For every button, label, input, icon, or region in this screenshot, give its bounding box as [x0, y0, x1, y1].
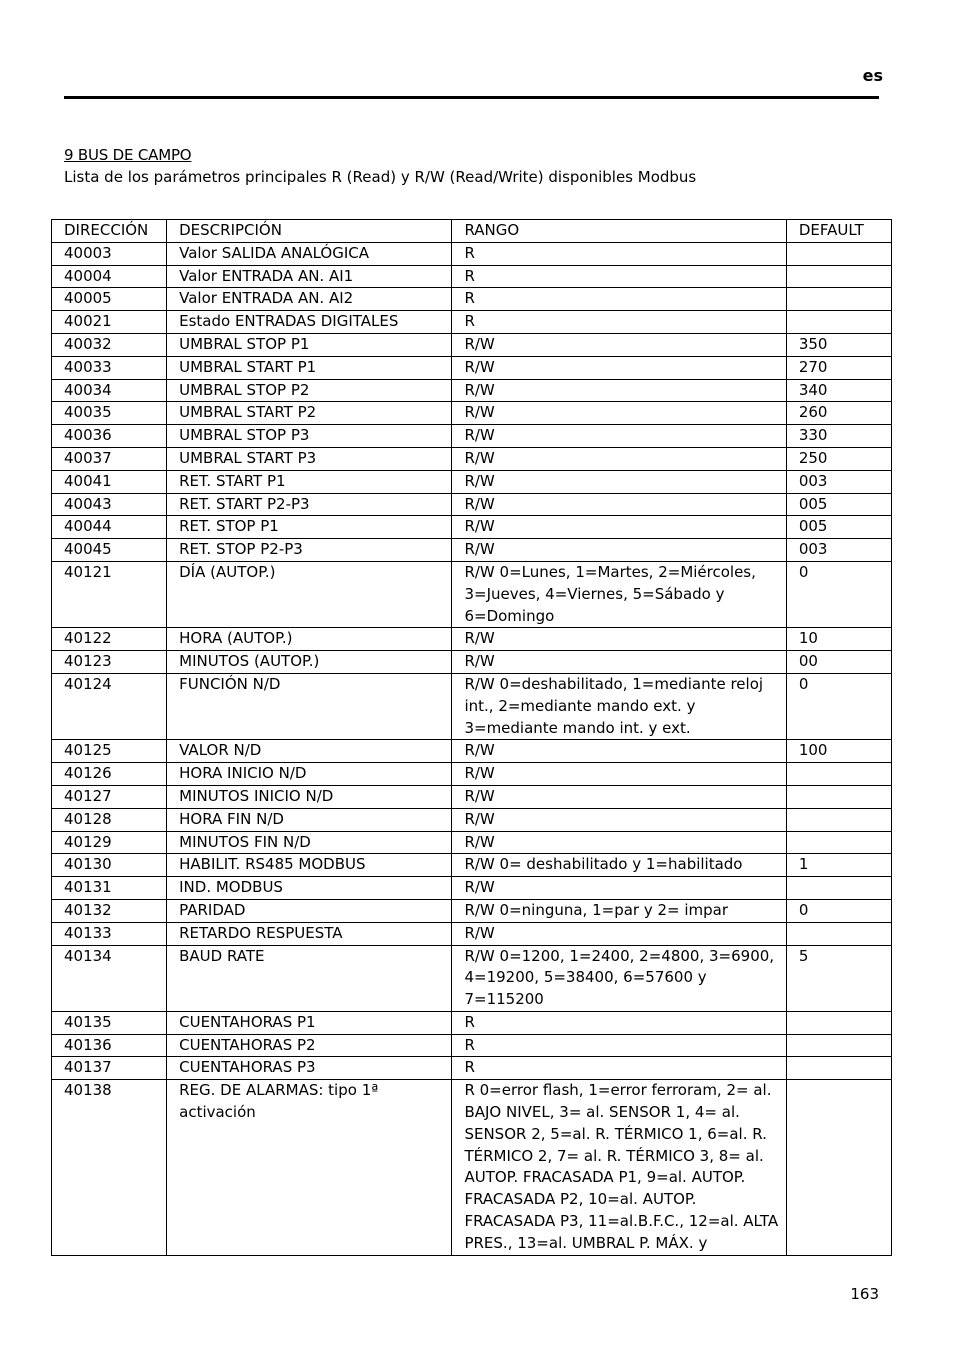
cell-descripcion: BAUD RATE: [167, 945, 452, 1011]
cell-direccion: 40121: [52, 561, 167, 627]
table-row: [52, 311, 892, 334]
cell-direccion: 40130: [52, 854, 167, 877]
cell-descripcion: UMBRAL STOP P1: [167, 333, 452, 356]
cell-direccion: 40044: [52, 516, 167, 539]
cell-default: [786, 1034, 891, 1057]
cell-rango: R/W: [452, 763, 786, 786]
cell-rango: R/W 0=ninguna, 1=par y 2= impar: [452, 899, 786, 922]
table-row: [52, 265, 892, 288]
cell-direccion: 40122: [52, 628, 167, 651]
table-row: [52, 899, 892, 922]
cell-direccion: 40133: [52, 922, 167, 945]
cell-descripcion: HORA INICIO N/D: [167, 763, 452, 786]
cell-default: [786, 288, 891, 311]
cell-descripcion: MINUTOS (AUTOP.): [167, 651, 452, 674]
cell-rango: R: [452, 1011, 786, 1034]
column-header-descripcion: DESCRIPCIÓN: [167, 220, 452, 243]
cell-descripcion: RET. STOP P2-P3: [167, 539, 452, 562]
cell-descripcion: DÍA (AUTOP.): [167, 561, 452, 627]
cell-descripcion: Valor ENTRADA AN. AI2: [167, 288, 452, 311]
table-row: [52, 945, 892, 1011]
cell-descripcion: UMBRAL START P1: [167, 356, 452, 379]
page-number: 163: [850, 1285, 879, 1303]
cell-rango: R: [452, 1034, 786, 1057]
cell-direccion: 40003: [52, 242, 167, 265]
cell-descripcion: Estado ENTRADAS DIGITALES: [167, 311, 452, 334]
cell-rango: R/W: [452, 333, 786, 356]
cell-default: 270: [786, 356, 891, 379]
cell-descripcion: UMBRAL STOP P2: [167, 379, 452, 402]
cell-rango: R/W: [452, 402, 786, 425]
column-header-direccion: DIRECCIÓN: [52, 220, 167, 243]
cell-default: [786, 1011, 891, 1034]
table-row: [52, 447, 892, 470]
cell-default: [786, 1057, 891, 1080]
cell-default: [786, 311, 891, 334]
cell-direccion: 40132: [52, 899, 167, 922]
table-row: [52, 1011, 892, 1034]
cell-direccion: 40123: [52, 651, 167, 674]
table-row: [52, 425, 892, 448]
table-row: [52, 628, 892, 651]
cell-descripcion: CUENTAHORAS P1: [167, 1011, 452, 1034]
table-row: [52, 831, 892, 854]
cell-default: 330: [786, 425, 891, 448]
cell-default: 00: [786, 651, 891, 674]
table-row: [52, 242, 892, 265]
cell-direccion: 40124: [52, 673, 167, 739]
cell-default: 100: [786, 740, 891, 763]
cell-direccion: 40021: [52, 311, 167, 334]
cell-rango: R: [452, 288, 786, 311]
cell-rango: R/W: [452, 740, 786, 763]
cell-rango: R/W: [452, 516, 786, 539]
cell-direccion: 40034: [52, 379, 167, 402]
cell-default: 0: [786, 561, 891, 627]
cell-default: [786, 763, 891, 786]
table-row: [52, 673, 892, 739]
cell-descripcion: CUENTAHORAS P3: [167, 1057, 452, 1080]
table-row: [52, 1057, 892, 1080]
cell-descripcion: Valor SALIDA ANALÓGICA: [167, 242, 452, 265]
cell-direccion: 40043: [52, 493, 167, 516]
cell-descripcion: UMBRAL START P2: [167, 402, 452, 425]
cell-descripcion: Valor ENTRADA AN. AI1: [167, 265, 452, 288]
cell-direccion: 40004: [52, 265, 167, 288]
table-row: [52, 516, 892, 539]
cell-descripcion: UMBRAL STOP P3: [167, 425, 452, 448]
cell-rango: R: [452, 265, 786, 288]
cell-descripcion: HORA FIN N/D: [167, 808, 452, 831]
cell-default: [786, 877, 891, 900]
cell-descripcion: CUENTAHORAS P2: [167, 1034, 452, 1057]
cell-default: [786, 265, 891, 288]
table-row: [52, 808, 892, 831]
cell-default: 260: [786, 402, 891, 425]
cell-default: 0: [786, 673, 891, 739]
cell-default: [786, 785, 891, 808]
table-row: [52, 1034, 892, 1057]
table-row: [52, 763, 892, 786]
cell-descripcion: REG. DE ALARMAS: tipo 1ª activación: [167, 1080, 452, 1255]
cell-descripcion: FUNCIÓN N/D: [167, 673, 452, 739]
cell-default: 0: [786, 899, 891, 922]
table-row: [52, 333, 892, 356]
cell-direccion: 40045: [52, 539, 167, 562]
cell-rango: R/W 0=Lunes, 1=Martes, 2=Miércoles, 3=Jueves, 4=Viernes, 5=Sábado y 6=Domingo: [452, 561, 786, 627]
cell-default: 005: [786, 493, 891, 516]
header-rule: [64, 96, 879, 99]
table-row: [52, 740, 892, 763]
table-row: [52, 493, 892, 516]
cell-direccion: 40035: [52, 402, 167, 425]
cell-default: 350: [786, 333, 891, 356]
cell-default: 003: [786, 539, 891, 562]
table-row: [52, 379, 892, 402]
table-row: [52, 922, 892, 945]
section-intro: Lista de los parámetros principales R (Read) y R/W (Read/Write) disponibles Modbus: [64, 168, 697, 186]
cell-direccion: 40129: [52, 831, 167, 854]
table-row: [52, 288, 892, 311]
section-title: 9 BUS DE CAMPO: [64, 146, 192, 164]
cell-descripcion: RET. START P2-P3: [167, 493, 452, 516]
cell-default: [786, 922, 891, 945]
cell-descripcion: VALOR N/D: [167, 740, 452, 763]
cell-rango: R/W: [452, 539, 786, 562]
cell-descripcion: UMBRAL START P3: [167, 447, 452, 470]
cell-rango: R/W 0= deshabilitado y 1=habilitado: [452, 854, 786, 877]
cell-descripcion: IND. MODBUS: [167, 877, 452, 900]
cell-rango: R/W: [452, 831, 786, 854]
table-row: [52, 651, 892, 674]
cell-rango: R/W 0=deshabilitado, 1=mediante reloj int., 2=mediante mando ext. y 3=mediante mando int. y ext.: [452, 673, 786, 739]
cell-direccion: 40041: [52, 470, 167, 493]
language-code: es: [862, 66, 883, 85]
cell-direccion: 40138: [52, 1080, 167, 1255]
cell-rango: R/W: [452, 628, 786, 651]
cell-direccion: 40032: [52, 333, 167, 356]
table-row: [52, 785, 892, 808]
cell-rango: R/W 0=1200, 1=2400, 2=4800, 3=6900, 4=19200, 5=38400, 6=57600 y 7=115200: [452, 945, 786, 1011]
cell-rango: R/W: [452, 493, 786, 516]
cell-direccion: 40131: [52, 877, 167, 900]
cell-direccion: 40127: [52, 785, 167, 808]
cell-default: 340: [786, 379, 891, 402]
cell-rango: R/W: [452, 922, 786, 945]
cell-rango: R/W: [452, 379, 786, 402]
cell-default: 1: [786, 854, 891, 877]
table-header-row: [52, 220, 892, 243]
table-row: [52, 1080, 892, 1255]
cell-default: [786, 808, 891, 831]
cell-descripcion: PARIDAD: [167, 899, 452, 922]
table-row: [52, 854, 892, 877]
cell-direccion: 40128: [52, 808, 167, 831]
cell-default: [786, 831, 891, 854]
table-row: [52, 470, 892, 493]
cell-descripcion: HABILIT. RS485 MODBUS: [167, 854, 452, 877]
column-header-rango: RANGO: [452, 220, 786, 243]
cell-default: 005: [786, 516, 891, 539]
cell-direccion: 40137: [52, 1057, 167, 1080]
cell-rango: R/W: [452, 877, 786, 900]
cell-rango: R: [452, 311, 786, 334]
cell-direccion: 40134: [52, 945, 167, 1011]
cell-default: 5: [786, 945, 891, 1011]
cell-direccion: 40037: [52, 447, 167, 470]
cell-default: [786, 242, 891, 265]
cell-direccion: 40136: [52, 1034, 167, 1057]
table-row: [52, 402, 892, 425]
cell-default: 250: [786, 447, 891, 470]
cell-default: 003: [786, 470, 891, 493]
cell-descripcion: RET. STOP P1: [167, 516, 452, 539]
cell-rango: R/W: [452, 785, 786, 808]
cell-direccion: 40135: [52, 1011, 167, 1034]
cell-rango: R/W: [452, 808, 786, 831]
cell-direccion: 40126: [52, 763, 167, 786]
table-row: [52, 356, 892, 379]
cell-descripcion: MINUTOS FIN N/D: [167, 831, 452, 854]
cell-rango: R/W: [452, 356, 786, 379]
table-row: [52, 561, 892, 627]
modbus-parameters-table: [51, 219, 892, 1256]
cell-rango: R/W: [452, 425, 786, 448]
cell-default: 10: [786, 628, 891, 651]
cell-default: [786, 1080, 891, 1255]
cell-rango: R/W: [452, 470, 786, 493]
table-row: [52, 877, 892, 900]
cell-rango: R/W: [452, 447, 786, 470]
cell-direccion: 40033: [52, 356, 167, 379]
cell-direccion: 40036: [52, 425, 167, 448]
cell-direccion: 40005: [52, 288, 167, 311]
cell-rango: R: [452, 242, 786, 265]
table-row: [52, 539, 892, 562]
cell-rango: R/W: [452, 651, 786, 674]
cell-rango: R: [452, 1057, 786, 1080]
cell-descripcion: HORA (AUTOP.): [167, 628, 452, 651]
cell-descripcion: RETARDO RESPUESTA: [167, 922, 452, 945]
cell-direccion: 40125: [52, 740, 167, 763]
cell-rango: R 0=error flash, 1=error ferroram, 2= al. BAJO NIVEL, 3= al. SENSOR 1, 4= al. SENSOR 2, 5=al. R. TÉRMICO 1, 6=al. R. TÉRMICO 2, 7= al. R. TÉRMICO 3, 8= al. AUTOP. FRACASADA P1, 9=al. AUTOP. FRACASADA P2, 10=al. AUTOP. FRACASADA P3, 11=al.B.F.C., 12=al. ALTA PRES., 13=al. UMBRAL P. MÁX. y: [452, 1080, 786, 1255]
cell-descripcion: RET. START P1: [167, 470, 452, 493]
column-header-default: DEFAULT: [786, 220, 891, 243]
cell-descripcion: MINUTOS INICIO N/D: [167, 785, 452, 808]
